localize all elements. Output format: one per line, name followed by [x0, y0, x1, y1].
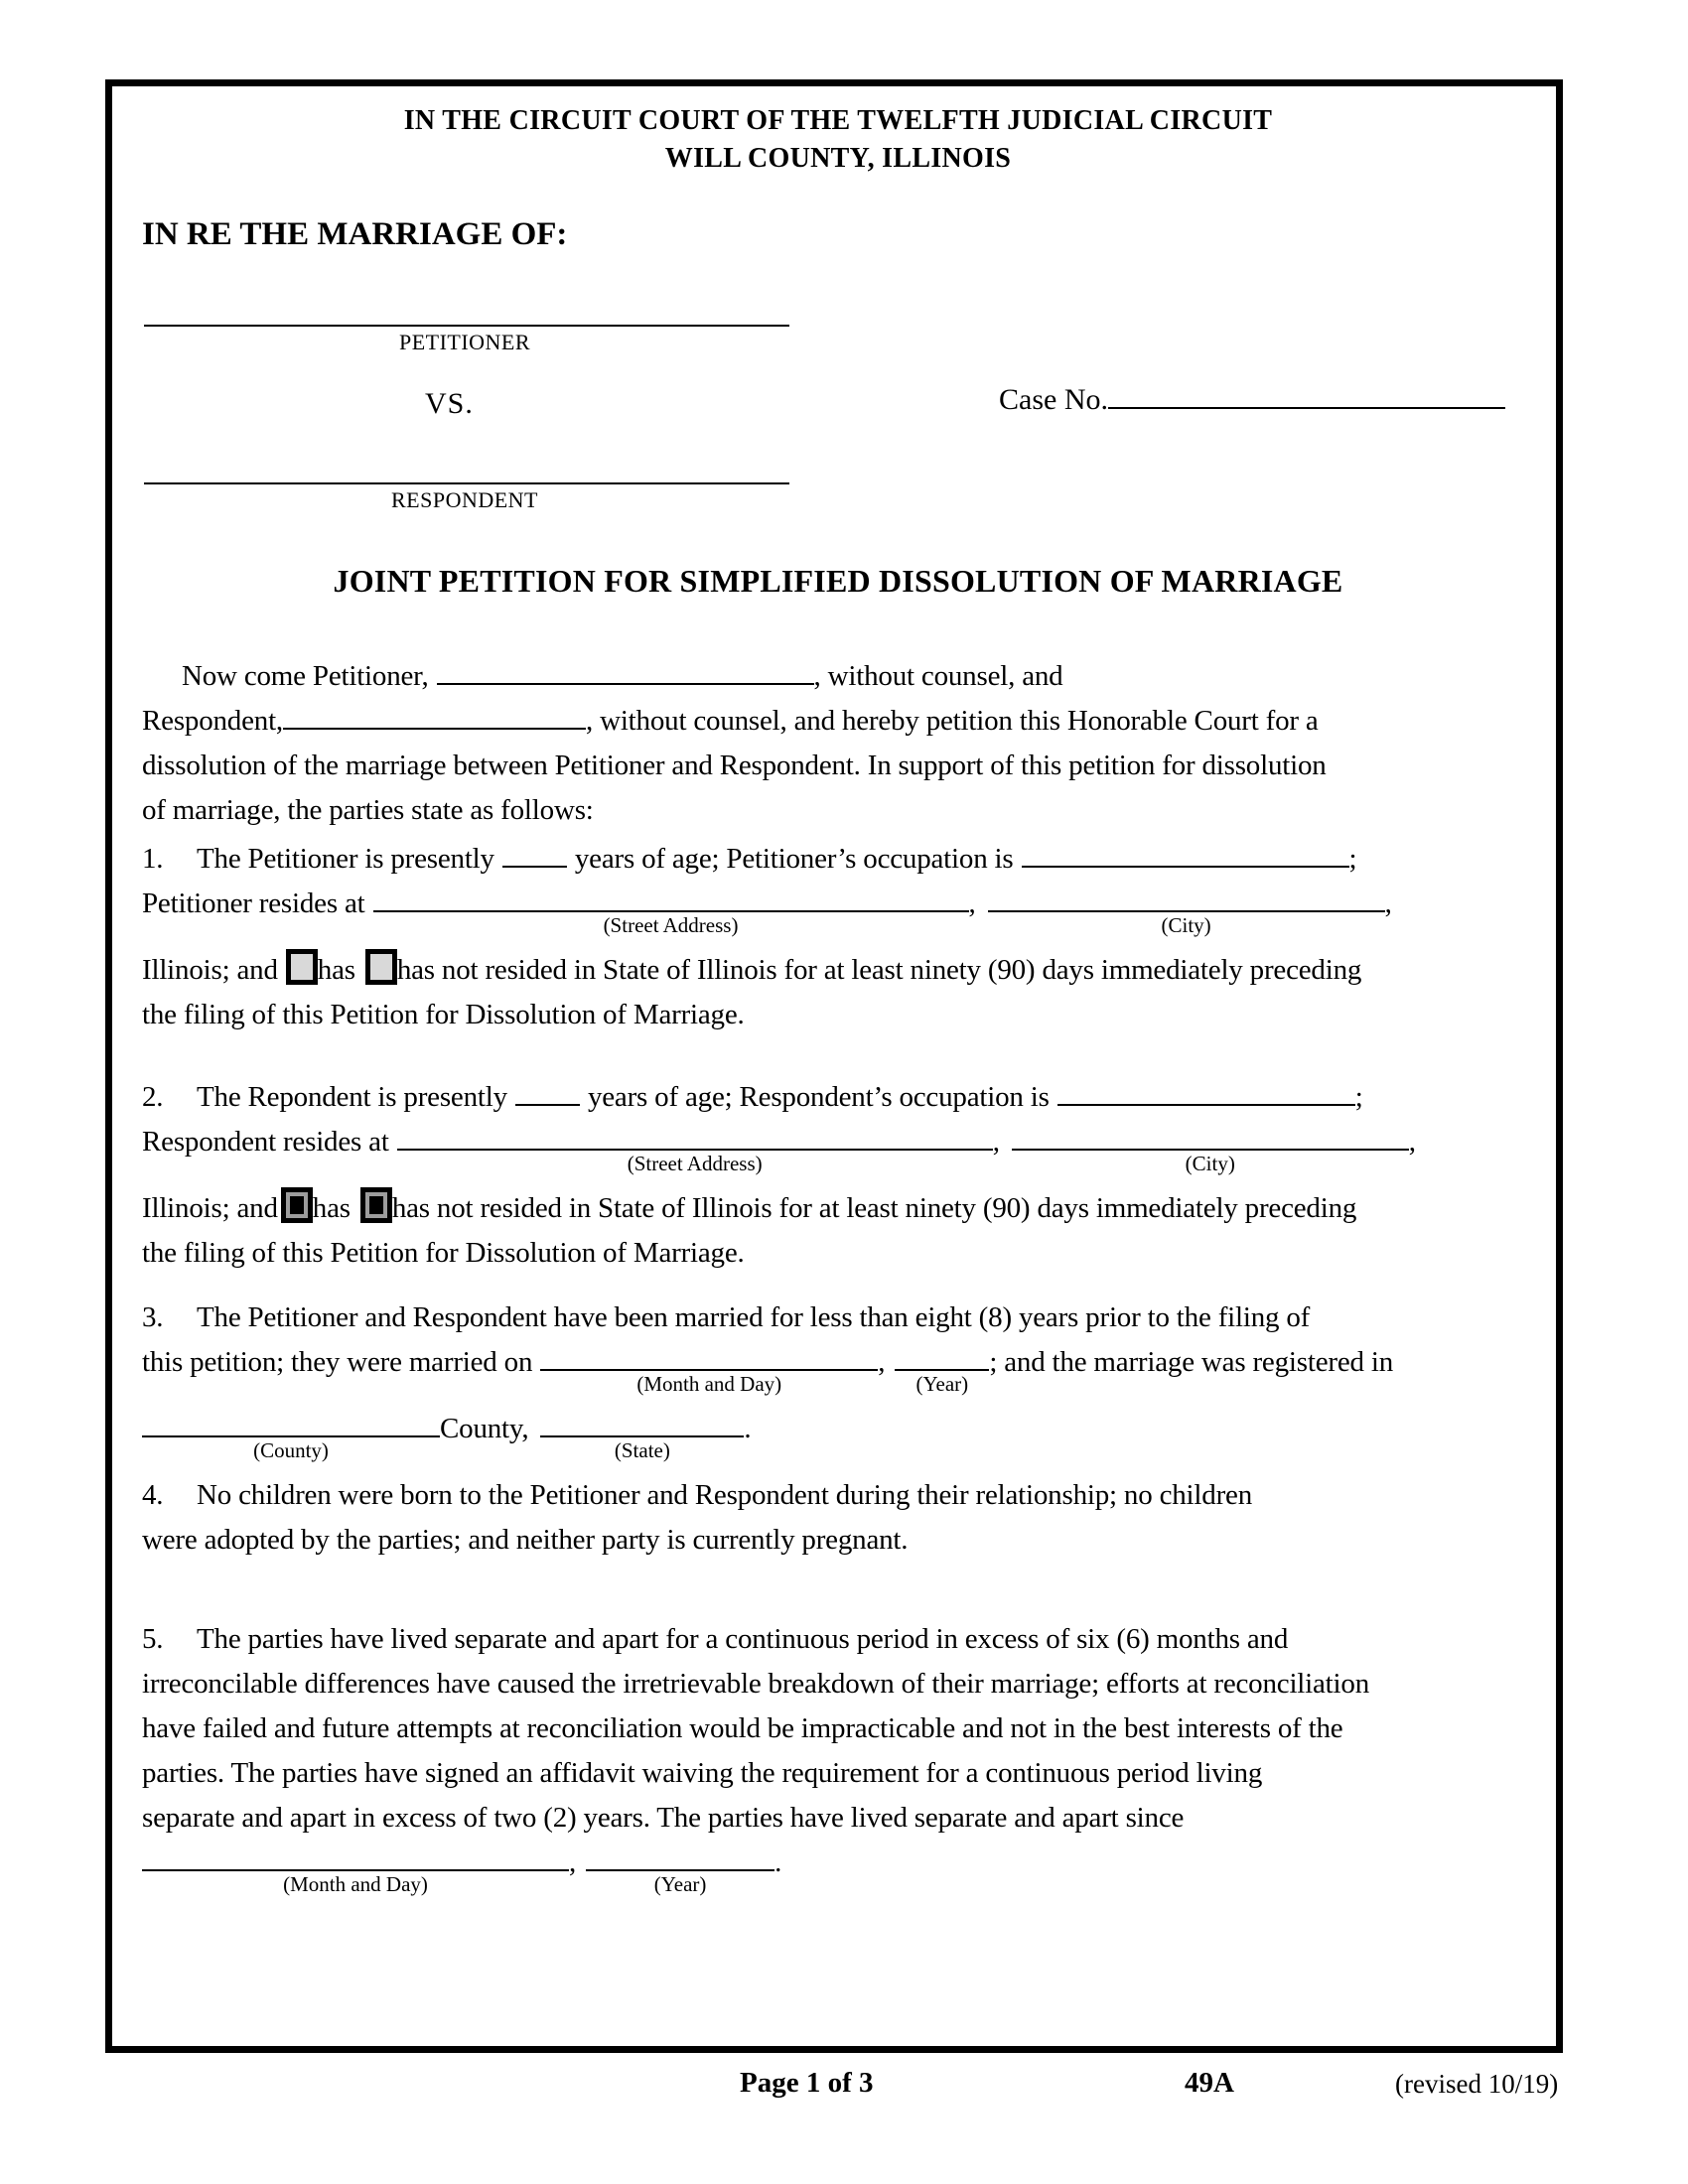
para3-text: The Petitioner and Respondent have been married for less than eight (8) years prior to the filing of — [197, 1301, 1311, 1333]
para2-line2 — [142, 1120, 1534, 1175]
form-content — [112, 86, 1556, 1896]
para5-text: . — [774, 1846, 782, 1878]
case-no-field[interactable] — [1108, 407, 1505, 409]
para1-text: The Petitioner is presently — [197, 843, 494, 875]
petitioner-occupation-field[interactable] — [1022, 866, 1349, 868]
para3-line1 — [142, 1296, 1534, 1340]
para2-text: Illinois; and — [142, 1192, 278, 1224]
para2-line1 — [142, 1075, 1534, 1120]
para5-line5: separate and apart in excess of two (2) years. The parties have lived separate and apart since — [142, 1802, 1185, 1834]
para2-text: ; — [1354, 1081, 1363, 1113]
petitioner-city-field[interactable] — [988, 910, 1385, 937]
respondent-age-field[interactable] — [515, 1104, 580, 1106]
respondent-caption-label: RESPONDENT — [390, 487, 538, 512]
para1-number: 1. — [142, 843, 164, 875]
para1-text: years of age; Petitioner’s occupation is — [574, 843, 1014, 875]
para5-text: The parties have lived separate and apart for a continuous period in excess of six (6) months and — [197, 1623, 1289, 1655]
para4-line1 — [142, 1473, 1534, 1518]
para5-line1 — [142, 1617, 1534, 1662]
respondent-name-inline-field[interactable] — [283, 728, 586, 730]
paragraph-2 — [142, 1075, 1534, 1276]
intro-paragraph — [142, 654, 1534, 833]
para5-line2: irreconcilable differences have caused the irretrievable breakdown of their marriage; efforts at reconciliation — [142, 1668, 1370, 1700]
revision-note: (revised 10/19) — [1395, 2069, 1559, 2099]
intro-text: Respondent, — [142, 705, 283, 737]
respondent-name-field[interactable] — [144, 482, 789, 484]
para3-text: County, — [440, 1413, 529, 1444]
marriage-year-field[interactable] — [895, 1369, 989, 1396]
case-no-group — [999, 383, 1505, 417]
monthday-hint: (Month and Day) — [636, 1372, 782, 1396]
intro-line1 — [142, 654, 1534, 699]
intro-text: , without counsel, and hereby petition this Honorable Court for a — [585, 705, 1319, 737]
petitioner-name-field[interactable] — [144, 325, 789, 327]
para5-line6 — [142, 1841, 1534, 1896]
para2-text: The Repondent is presently — [197, 1081, 507, 1113]
petitioner-name-inline-field[interactable] — [437, 683, 814, 685]
para1-text: has — [317, 954, 355, 986]
para1-line4: the filing of this Petition for Dissolution of Marriage. — [142, 999, 745, 1030]
county-hint: (County) — [253, 1438, 329, 1462]
para2-text: has not resided in State of Illinois for at least ninety (90) days immediately preceding — [391, 1192, 1357, 1224]
intro-line2 — [142, 699, 1534, 744]
year-hint: (Year) — [915, 1372, 969, 1396]
para1-text: Illinois; and — [142, 954, 278, 986]
paragraph-4 — [142, 1473, 1534, 1563]
para2-text: has — [312, 1192, 351, 1224]
para1-line3 — [142, 948, 1534, 993]
separation-monthday-field[interactable] — [142, 1869, 569, 1896]
para3-text: ; and the marriage was registered in — [989, 1346, 1394, 1378]
marriage-monthday-field[interactable] — [540, 1369, 878, 1396]
city-hint: (City) — [1185, 1152, 1235, 1175]
para5-line4: parties. The parties have signed an affidavit waiving the requirement for a continuous period living — [142, 1757, 1263, 1789]
paragraph-1 — [142, 837, 1534, 1037]
para4-number: 4. — [142, 1479, 164, 1511]
para3-text: . — [744, 1413, 752, 1444]
para1-text: , — [968, 887, 976, 919]
intro-line4: of marriage, the parties state as follows: — [142, 794, 594, 826]
city-hint: (City) — [1161, 913, 1211, 937]
court-header — [142, 102, 1534, 178]
para1-text: , — [1384, 887, 1392, 919]
para2-line4: the filing of this Petition for Dissolution of Marriage. — [142, 1237, 745, 1269]
in-re-heading: IN RE THE MARRIAGE OF: — [142, 216, 568, 252]
para5-number: 5. — [142, 1623, 164, 1655]
court-name-line: IN THE CIRCUIT COURT OF THE TWELFTH JUDICIAL CIRCUIT — [403, 105, 1273, 136]
form-title: JOINT PETITION FOR SIMPLIFIED DISSOLUTION OF MARRIAGE — [333, 563, 1343, 599]
intro-text: , without counsel, and — [813, 660, 1063, 692]
page-number: Page 1 of 3 — [740, 2067, 874, 2099]
para2-number: 2. — [142, 1081, 164, 1113]
para3-text: this petition; they were married on — [142, 1346, 533, 1378]
state-hint: (State) — [614, 1438, 670, 1462]
vs-case-row — [142, 383, 1534, 433]
para3-text: , — [878, 1346, 886, 1378]
marriage-county-field[interactable] — [142, 1435, 440, 1462]
petitioner-has-not-checkbox[interactable] — [365, 949, 397, 985]
respondent-occupation-field[interactable] — [1057, 1104, 1355, 1106]
para5-line3: have failed and future attempts at reconciliation would be impracticable and not in the best interests of the — [142, 1712, 1343, 1744]
para3-number: 3. — [142, 1301, 164, 1333]
vs-label: VS. — [425, 387, 474, 420]
para4-text: No children were born to the Petitioner and Respondent during their relationship; no children — [197, 1479, 1252, 1511]
respondent-street-address-field[interactable] — [397, 1149, 993, 1175]
para3-line3 — [142, 1407, 1534, 1462]
intro-line3: dissolution of the marriage between Petitioner and Respondent. In support of this petition for dissolution — [142, 750, 1327, 781]
respondent-has-not-checkbox[interactable] — [360, 1187, 392, 1223]
respondent-city-field[interactable] — [1012, 1149, 1409, 1175]
para4-line2: were adopted by the parties; and neither party is currently pregnant. — [142, 1524, 909, 1556]
separation-year-field[interactable] — [586, 1869, 774, 1896]
para3-line2 — [142, 1340, 1534, 1396]
para1-text: Petitioner resides at — [142, 887, 365, 919]
intro-text: Now come Petitioner, — [182, 660, 429, 692]
para5-text: , — [569, 1846, 577, 1878]
form-border — [105, 79, 1563, 2053]
para1-text: has not resided in State of Illinois for at least ninety (90) days immediately preceding — [396, 954, 1362, 986]
marriage-state-field[interactable] — [540, 1435, 744, 1462]
street-address-hint: (Street Address) — [627, 1152, 763, 1175]
paragraph-3 — [142, 1296, 1534, 1462]
para2-line3 — [142, 1186, 1534, 1231]
para2-text: years of age; Respondent’s occupation is — [587, 1081, 1050, 1113]
para1-line2 — [142, 882, 1534, 937]
petitioner-street-address-field[interactable] — [373, 910, 969, 937]
para1-line1 — [142, 837, 1534, 882]
case-no-label: Case No. — [999, 383, 1108, 416]
paragraph-5 — [142, 1617, 1534, 1896]
para2-text: , — [992, 1126, 1000, 1158]
year-hint: (Year) — [653, 1872, 707, 1896]
para1-text: ; — [1348, 843, 1357, 875]
petitioner-has-checkbox[interactable] — [286, 949, 318, 985]
respondent-has-checkbox[interactable] — [281, 1187, 313, 1223]
petitioner-caption-label: PETITIONER — [398, 330, 531, 354]
court-county-line: WILL COUNTY, ILLINOIS — [664, 143, 1012, 174]
para2-text: , — [1408, 1126, 1416, 1158]
para2-text: Respondent resides at — [142, 1126, 389, 1158]
form-number: 49A — [1185, 2067, 1234, 2099]
petitioner-age-field[interactable] — [502, 866, 567, 868]
monthday-hint: (Month and Day) — [283, 1872, 428, 1896]
street-address-hint: (Street Address) — [603, 913, 739, 937]
